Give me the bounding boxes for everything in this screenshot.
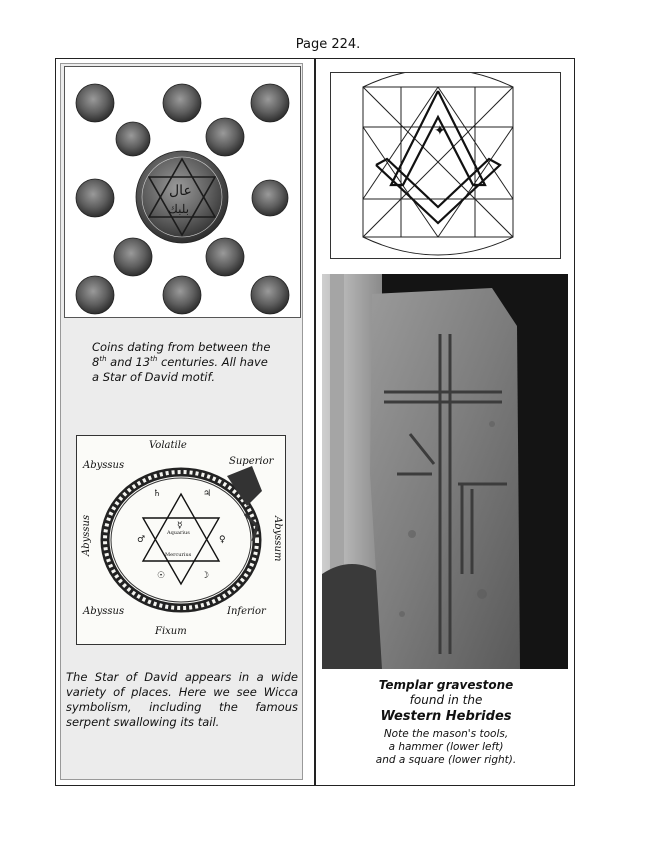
photo-caption-note3: and a square (lower right). xyxy=(375,754,517,766)
svg-text:♃: ♃ xyxy=(203,489,212,499)
gravestone-photo xyxy=(322,274,568,669)
svg-text:♄: ♄ xyxy=(153,489,162,499)
column-divider xyxy=(314,58,316,786)
svg-text:Aquarius: Aquarius xyxy=(167,530,190,536)
wicca-illustration xyxy=(76,435,286,645)
svg-text:♂: ♂ xyxy=(137,535,146,545)
label-top-left: Abyssus xyxy=(83,460,125,471)
label-top: Volatile xyxy=(149,440,187,451)
photo-caption-note2: a hammer (lower left) xyxy=(388,741,504,753)
label-bottom-right: Inferior xyxy=(227,606,266,617)
photo-caption-title: Templar gravestone xyxy=(378,678,514,692)
label-bottom: Fixum xyxy=(155,626,187,637)
coins-illustration xyxy=(64,66,301,318)
svg-text:بلبك: بلبك xyxy=(168,202,190,216)
compass-square-diagram xyxy=(330,72,561,259)
wicca-caption: The Star of David appears in a wide variety of places. Here we see Wicca symbolism, including the famous serpent swallowing its tail. xyxy=(66,670,298,729)
label-left: Abyssus xyxy=(81,514,92,556)
label-top-right: Superior xyxy=(229,456,274,467)
label-bottom-left: Abyssus xyxy=(83,606,125,617)
gravestone xyxy=(370,288,520,669)
svg-text:☉: ☉ xyxy=(157,571,166,581)
svg-text:Mercurius: Mercurius xyxy=(165,552,192,558)
svg-text:☽: ☽ xyxy=(201,571,210,581)
photo-caption-line2: found in the xyxy=(409,693,483,707)
square-shape xyxy=(376,159,500,223)
coins-caption-line1: Coins dating from between the xyxy=(92,340,271,354)
svg-text:✦: ✦ xyxy=(434,123,446,139)
page-number: Page 224. xyxy=(295,37,361,52)
svg-text:☿: ☿ xyxy=(177,521,183,531)
photo-caption-note1: Note the mason's tools, xyxy=(383,728,509,740)
coins-image xyxy=(65,67,300,317)
coins-caption-line3: a Star of David motif. xyxy=(92,370,215,384)
coins-caption xyxy=(92,340,292,385)
photo-caption-location: Western Hebrides xyxy=(380,709,512,724)
svg-text:عال: عال xyxy=(169,183,192,199)
svg-text:♀: ♀ xyxy=(219,535,226,545)
coins-caption-line2: 8th and 13th centuries. All have xyxy=(92,355,268,369)
label-right: Abyssum xyxy=(272,516,283,562)
